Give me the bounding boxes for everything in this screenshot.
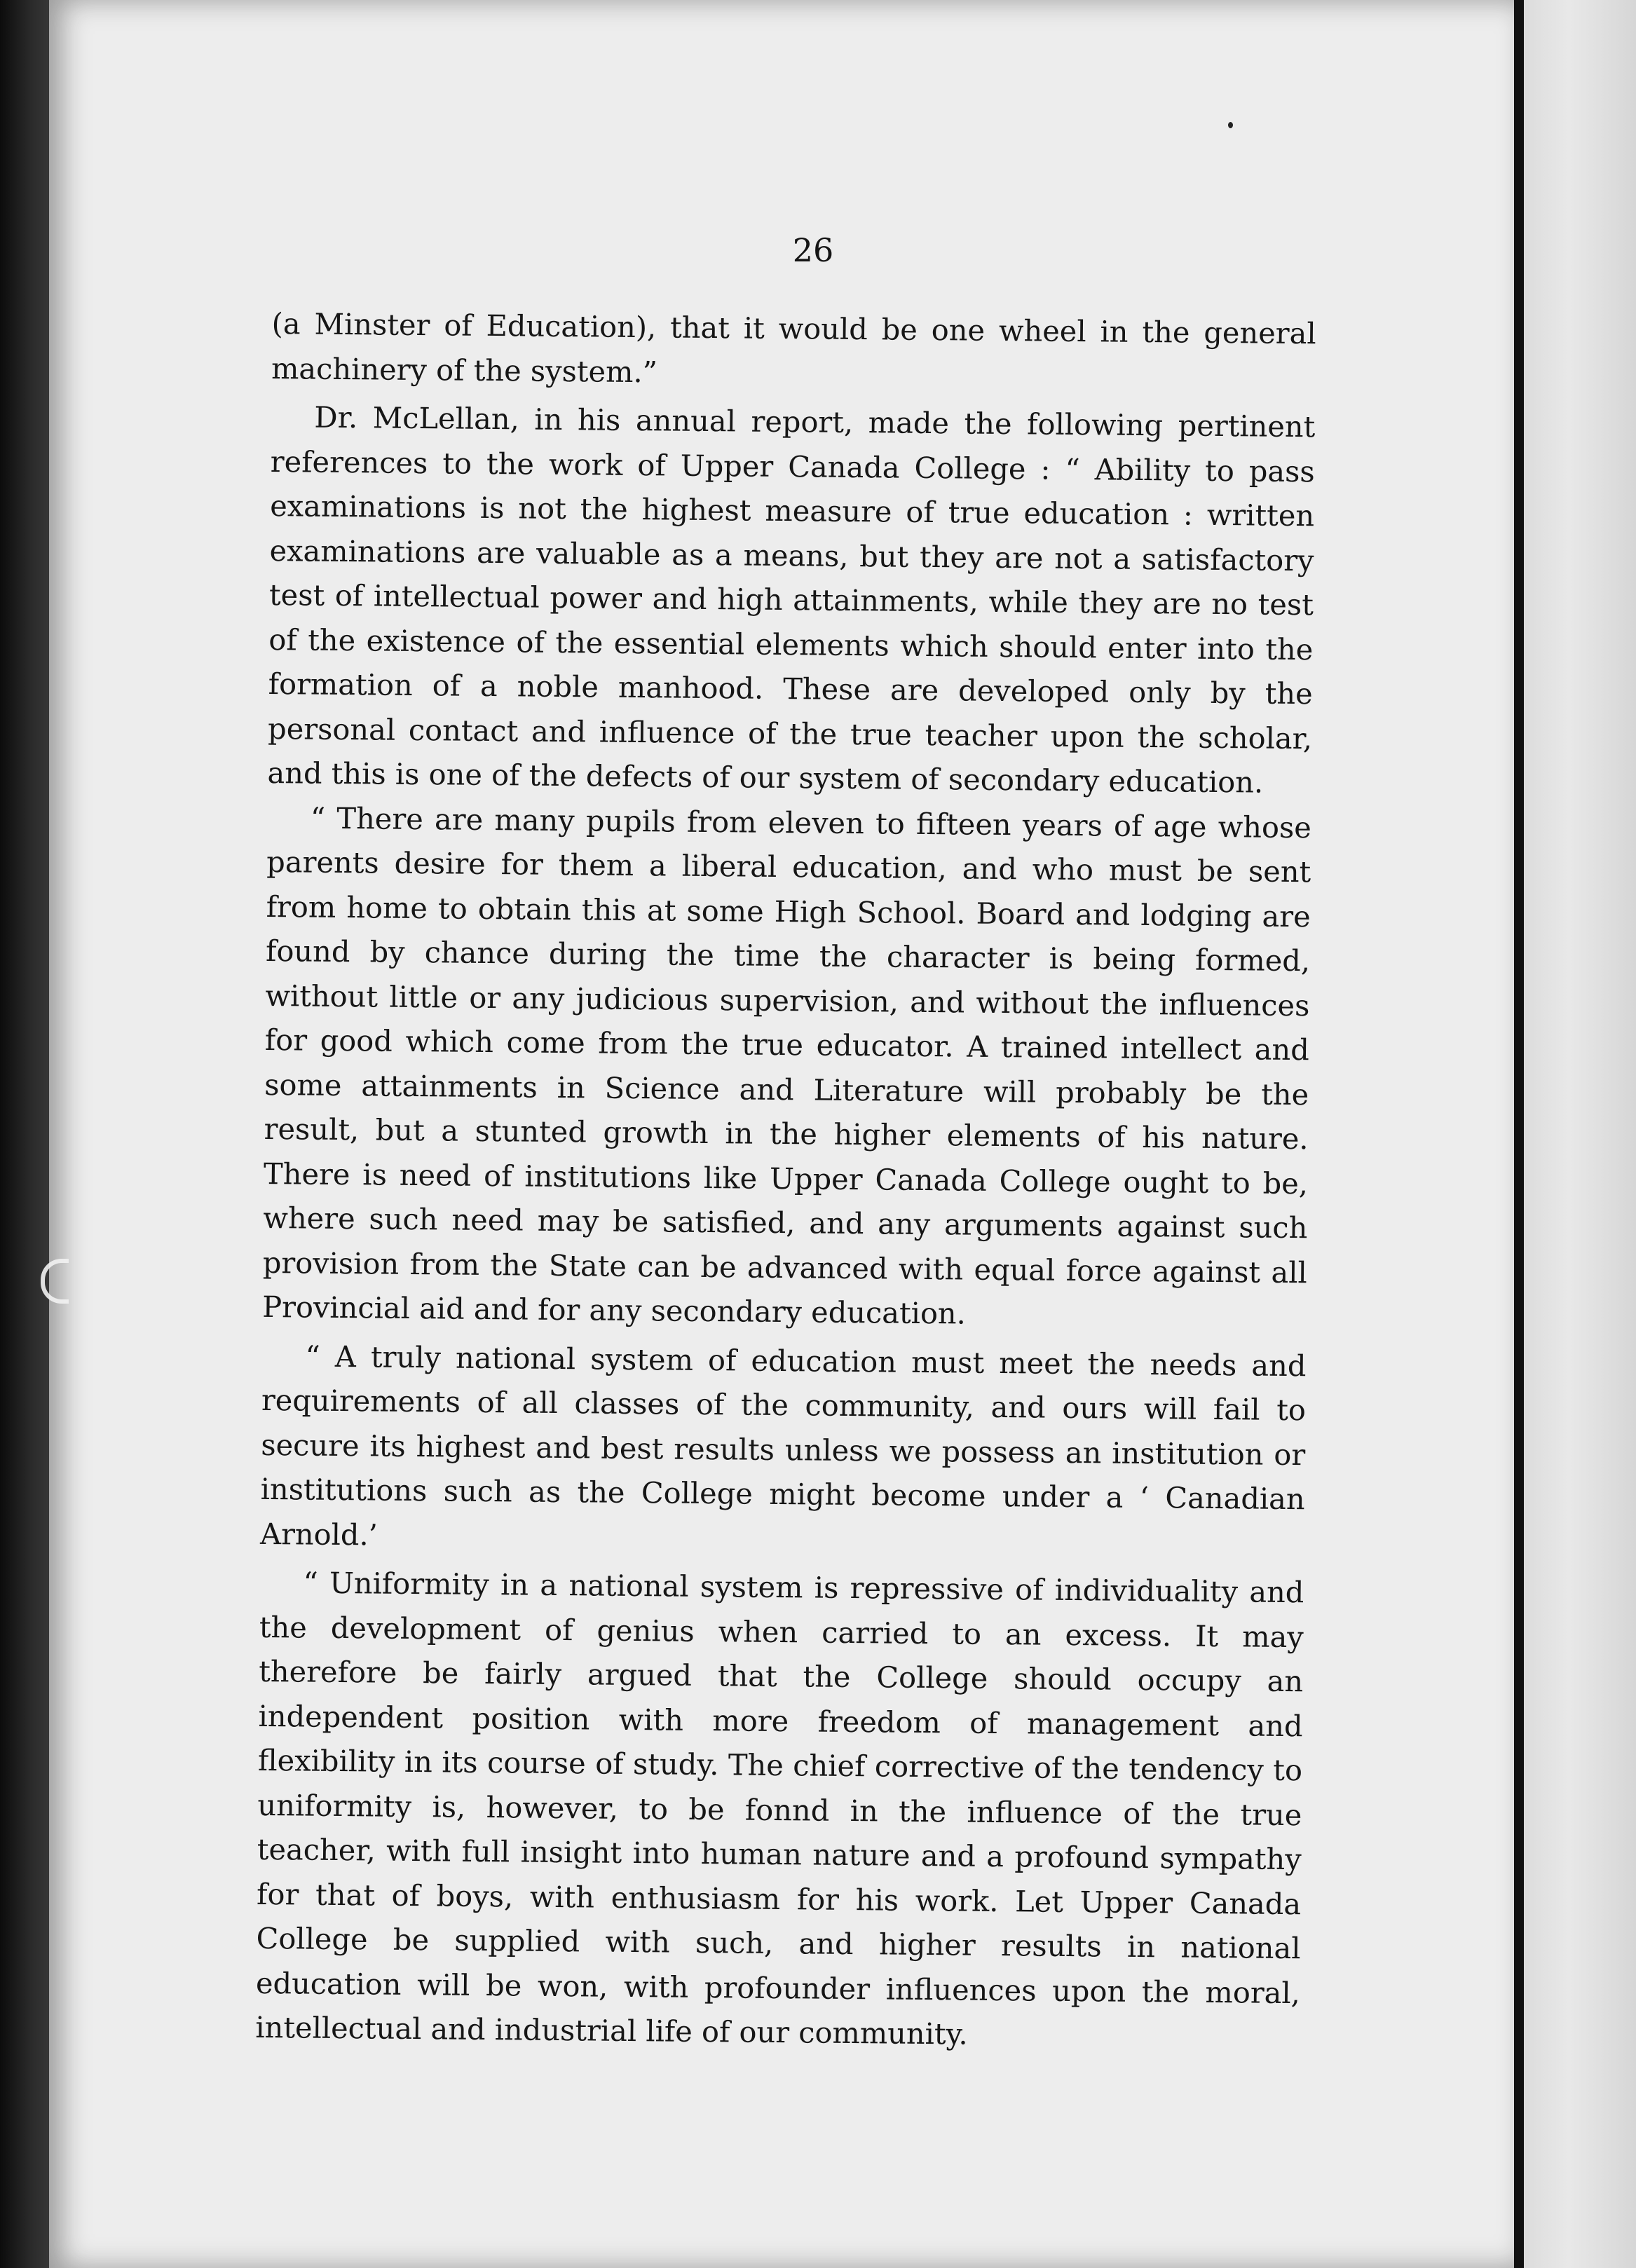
paragraph-national-system: “ A truly national system of education must meet the needs and requirements of all classes of the community, and ours will fail to secure its highest and best results unless we possess an institution or institutions such as the College might become under a ‘ Canadian Arnold.’: [259, 1339, 1307, 1552]
paragraph-pupils: “ There are many pupils from eleven to fifteen years of age whose parents desire for them a liberal education, and who must be sent from home to obtain this at some High School. Board and lodging are found by chance during the time the character is being formed, without little or any judicious supervision, and without the influences for good which come from the true educator. A trained intellect and some attainments in Science and Literature will probably be the result, but a stunted growth in the higher elements of his nature. There is need of institutions like Upper Canada College ought to be, where such need may be satisfied, and any arguments against such provision from the State can be advanced with equal force against all Provincial aid and for any secondary education.: [261, 800, 1312, 1331]
ink-speck: [1228, 122, 1233, 128]
paragraph-mclellan-report: Dr. McLellan, in his annual report, made the following pertinent references to the work of Upper Canada College : “ Ability to pass examinations is not the highest measure of true education : written examinations are valuable as a means, but they are not a satisfactory test of intellectual power and high attainments, while they are no test of the existence of the essential elements which should enter into the formation of a noble manhood. These are developed only by the personal contact and influence of the true teacher upon the scholar, and this is one of the defects of our system of secondary education.: [267, 399, 1316, 800]
paragraph-continuation: (a Minster of Education), that it would be one wheel in the general machinery of the system.”: [271, 306, 1316, 389]
text-body: [255, 301, 1316, 2060]
paragraph-uniformity: “ Uniformity in a national system is repressive of individuality and the development of genius when carried to an excess. It may therefore be fairly argued that the College should occupy an independent position with more freedom of management and flexibility in its course of study. The chief corrective of the tendency to uniformity is, however, to be fonnd in the influence of the true teacher, with full insight into human nature and a profound sympathy for that of boys, with enthusiasm for his work. Let Upper Canada College be supplied with such, and higher results in national education will be won, with profounder influences upon the moral, intellectual and industrial life of our community.: [255, 1565, 1304, 2051]
binding-edge: [0, 0, 56, 2268]
next-page-edge: [1524, 0, 1636, 2268]
page-number: 26: [792, 231, 834, 269]
book-spine: [1514, 0, 1524, 2268]
